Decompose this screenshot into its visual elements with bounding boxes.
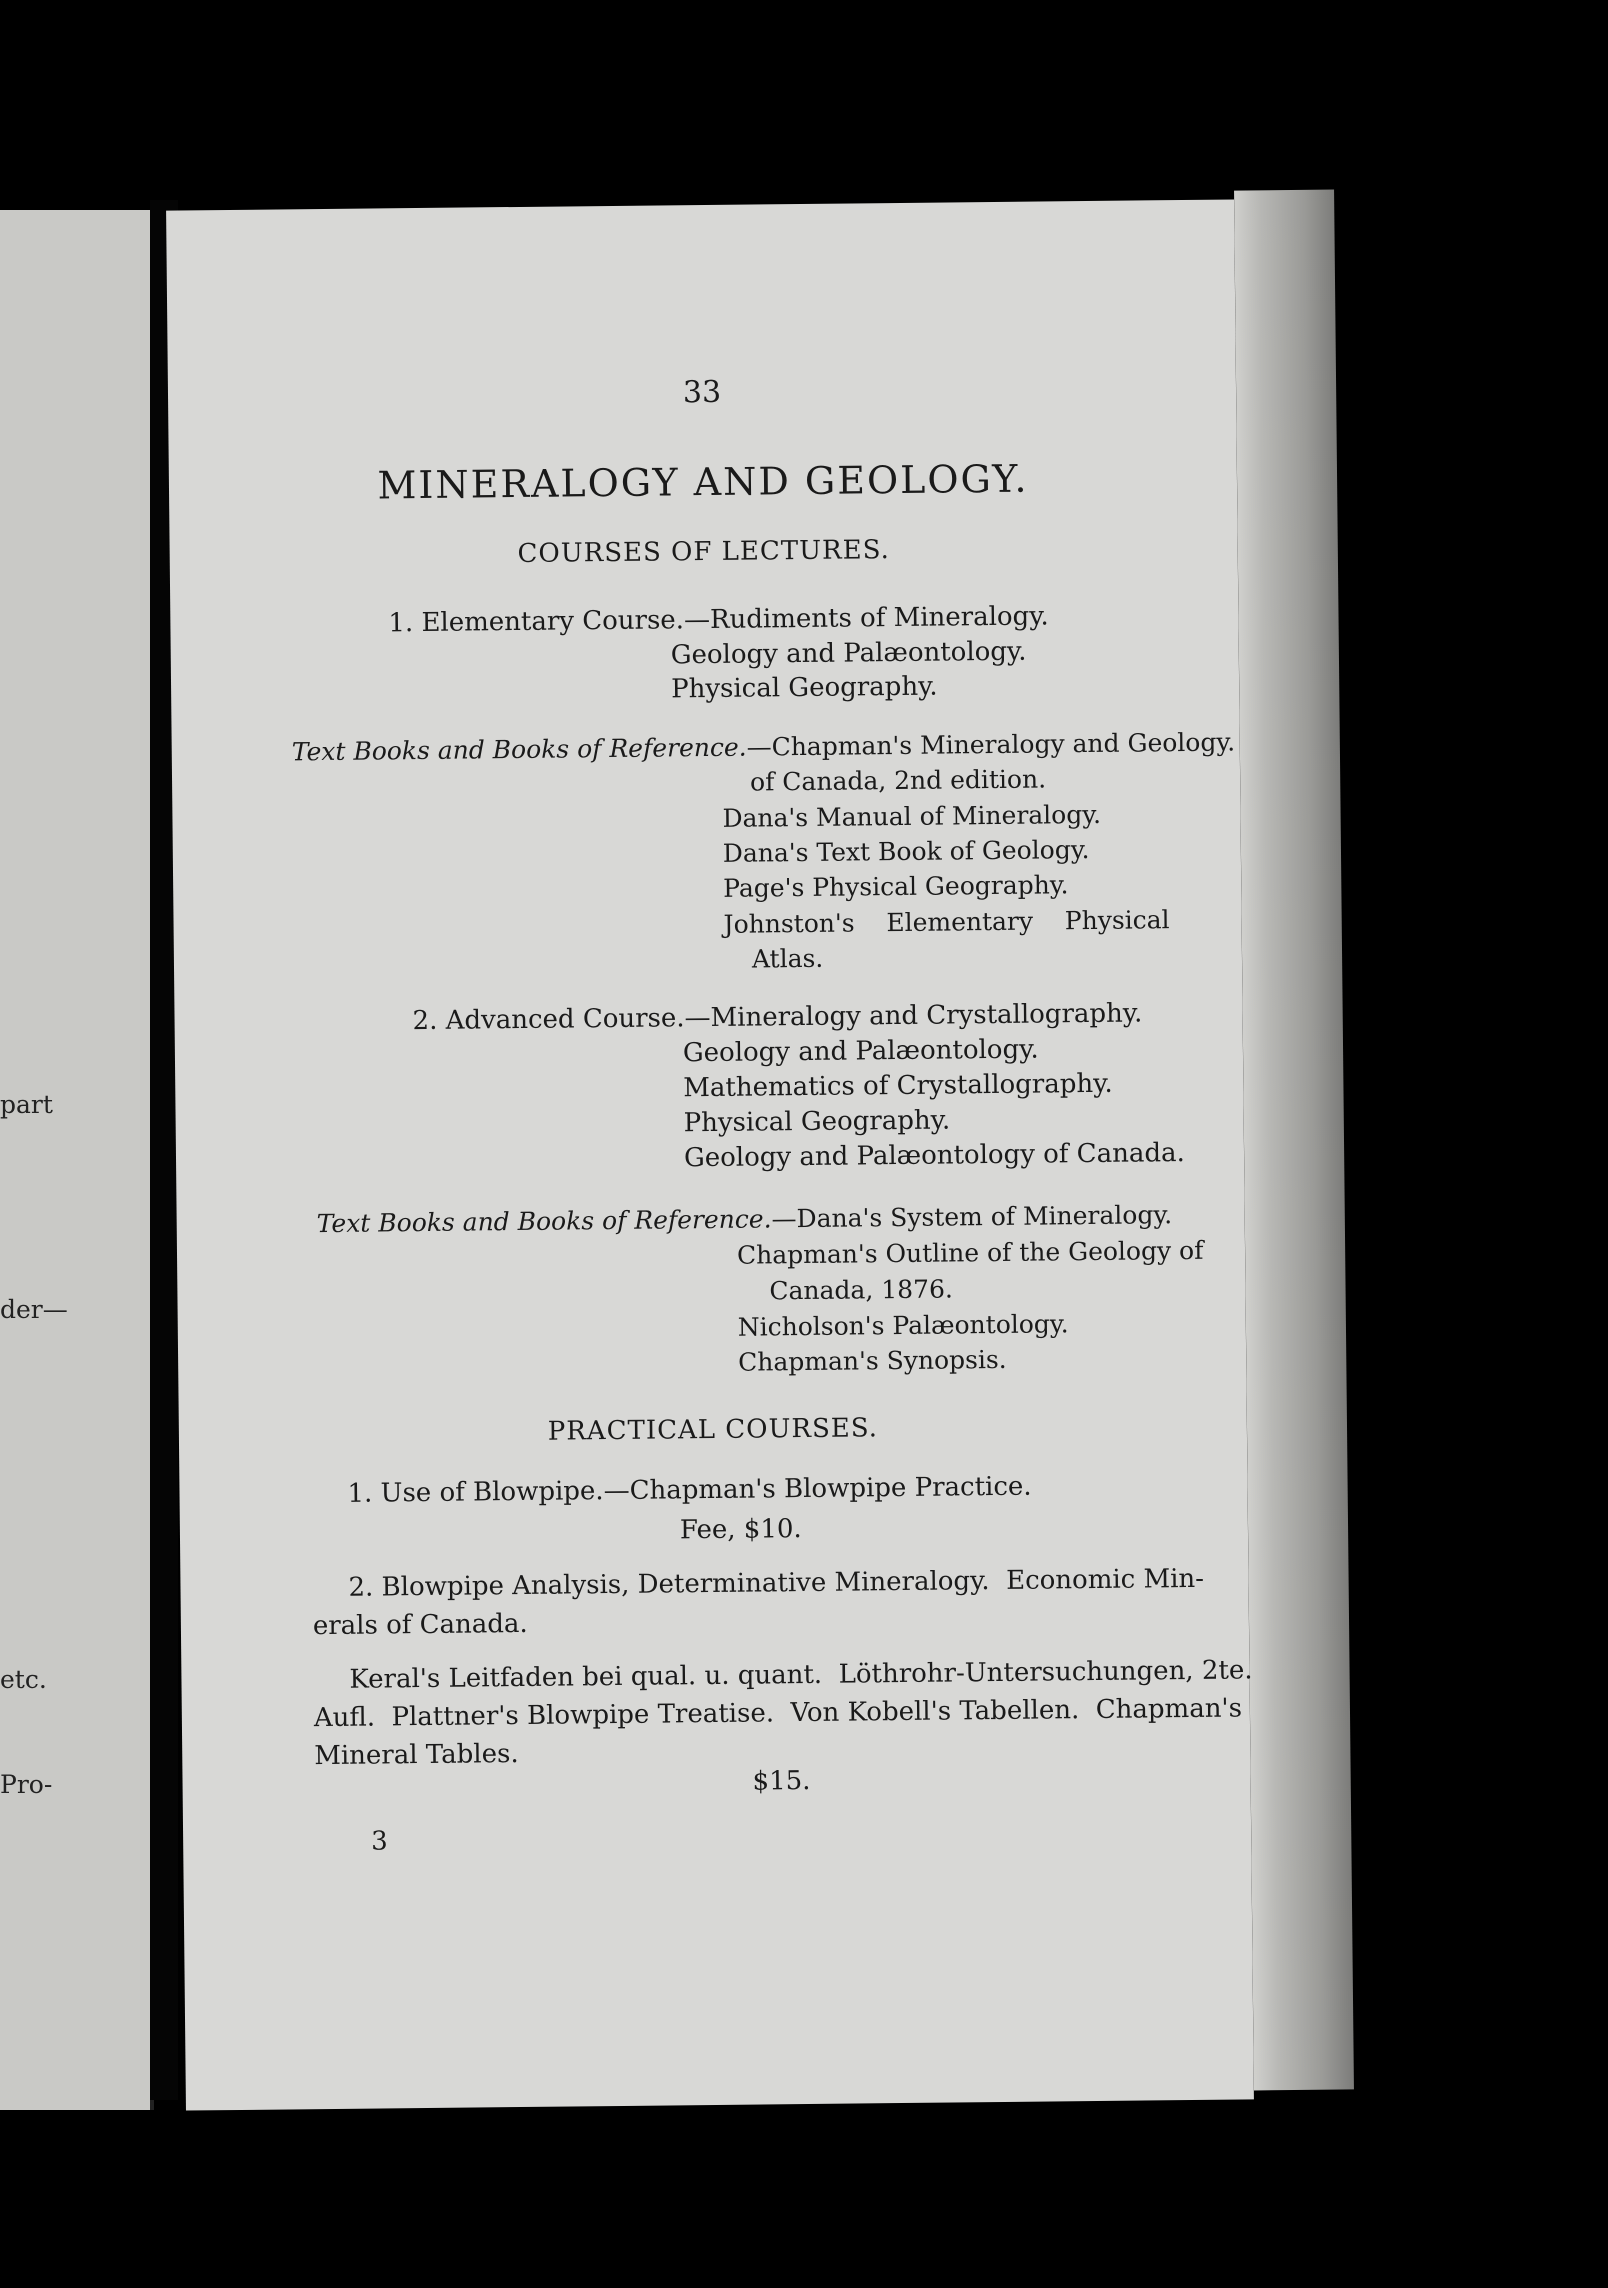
- advanced-subject: Geology and Palæontology.: [682, 1034, 1039, 1069]
- practical-reference-line: Aufl. Plattner's Blowpipe Treatise. Von Kobell's Tabellen. Chapman's: [313, 1693, 1243, 1734]
- left-page-fragment: der—: [0, 1295, 68, 1324]
- reference-item: Dana's Manual of Mineralogy.: [722, 799, 1102, 833]
- reference-item: Atlas.: [751, 943, 824, 974]
- practical-course-line: erals of Canada.: [312, 1608, 528, 1642]
- left-page-fragment: Pro-: [0, 1770, 53, 1799]
- reference-item: —Dana's System of Mineralogy.: [771, 1200, 1173, 1234]
- reference-item: Chapman's Outline of the Geology of: [736, 1235, 1204, 1270]
- practical-reference-line: Keral's Leitfaden bei qual. u. quant. Löthrohr-Untersuchungen, 2te.: [349, 1655, 1253, 1695]
- advanced-subject: Mathematics of Crystallography.: [683, 1068, 1113, 1104]
- practical-heading: PRACTICAL COURSES.: [547, 1413, 879, 1447]
- reference-label: Text Books and Books of Reference.: [291, 732, 747, 767]
- reference-block: [317, 1200, 1173, 1238]
- reference-block: [292, 727, 1236, 766]
- reference-item: Chapman's Synopsis.: [738, 1344, 1007, 1377]
- reference-item: Nicholson's Palæontology.: [737, 1309, 1069, 1342]
- elementary-subject: Physical Geography.: [670, 671, 938, 705]
- reference-item: Johnston's Elementary Physical: [723, 905, 1170, 939]
- left-facing-page: [0, 210, 154, 2110]
- page-number: 33: [682, 374, 722, 411]
- document-page: [166, 199, 1254, 2110]
- page-title: MINERALOGY AND GEOLOGY.: [377, 456, 1029, 508]
- practical-course-line: 1. Use of Blowpipe.—Chapman's Blowpipe Practice.: [347, 1471, 1032, 1509]
- practical-reference-line: Mineral Tables.: [314, 1739, 519, 1772]
- fee-text: $15.: [752, 1765, 811, 1797]
- elementary-subject: Geology and Palæontology.: [670, 636, 1027, 671]
- reference-item: —Chapman's Mineralogy and Geology.: [746, 727, 1236, 762]
- elementary-course-line: 1. Elementary Course.—Rudiments of Mineralogy.: [388, 601, 1049, 639]
- advanced-subject: Physical Geography.: [683, 1105, 951, 1139]
- reference-item: Canada, 1876.: [769, 1274, 953, 1306]
- left-page-fragment: part: [0, 1090, 53, 1119]
- lectures-heading: COURSES OF LECTURES.: [517, 535, 890, 569]
- page-edge: [1234, 190, 1354, 2091]
- practical-course-line: 2. Blowpipe Analysis, Determinative Mineralogy. Economic Min-: [348, 1563, 1205, 1603]
- signature-mark: 3: [371, 1826, 388, 1857]
- reference-item: of Canada, 2nd edition.: [749, 764, 1047, 797]
- reference-label: Text Books and Books of Reference.: [316, 1204, 772, 1239]
- advanced-course-line: 2. Advanced Course.—Mineralogy and Crystallography.: [412, 998, 1143, 1037]
- reference-item: Page's Physical Geography.: [723, 870, 1069, 903]
- advanced-subject: Geology and Palæontology of Canada.: [683, 1138, 1185, 1174]
- fee-text: Fee, $10.: [679, 1514, 802, 1546]
- reference-item: Dana's Text Book of Geology.: [722, 835, 1090, 868]
- left-page-fragment: etc.: [0, 1665, 47, 1694]
